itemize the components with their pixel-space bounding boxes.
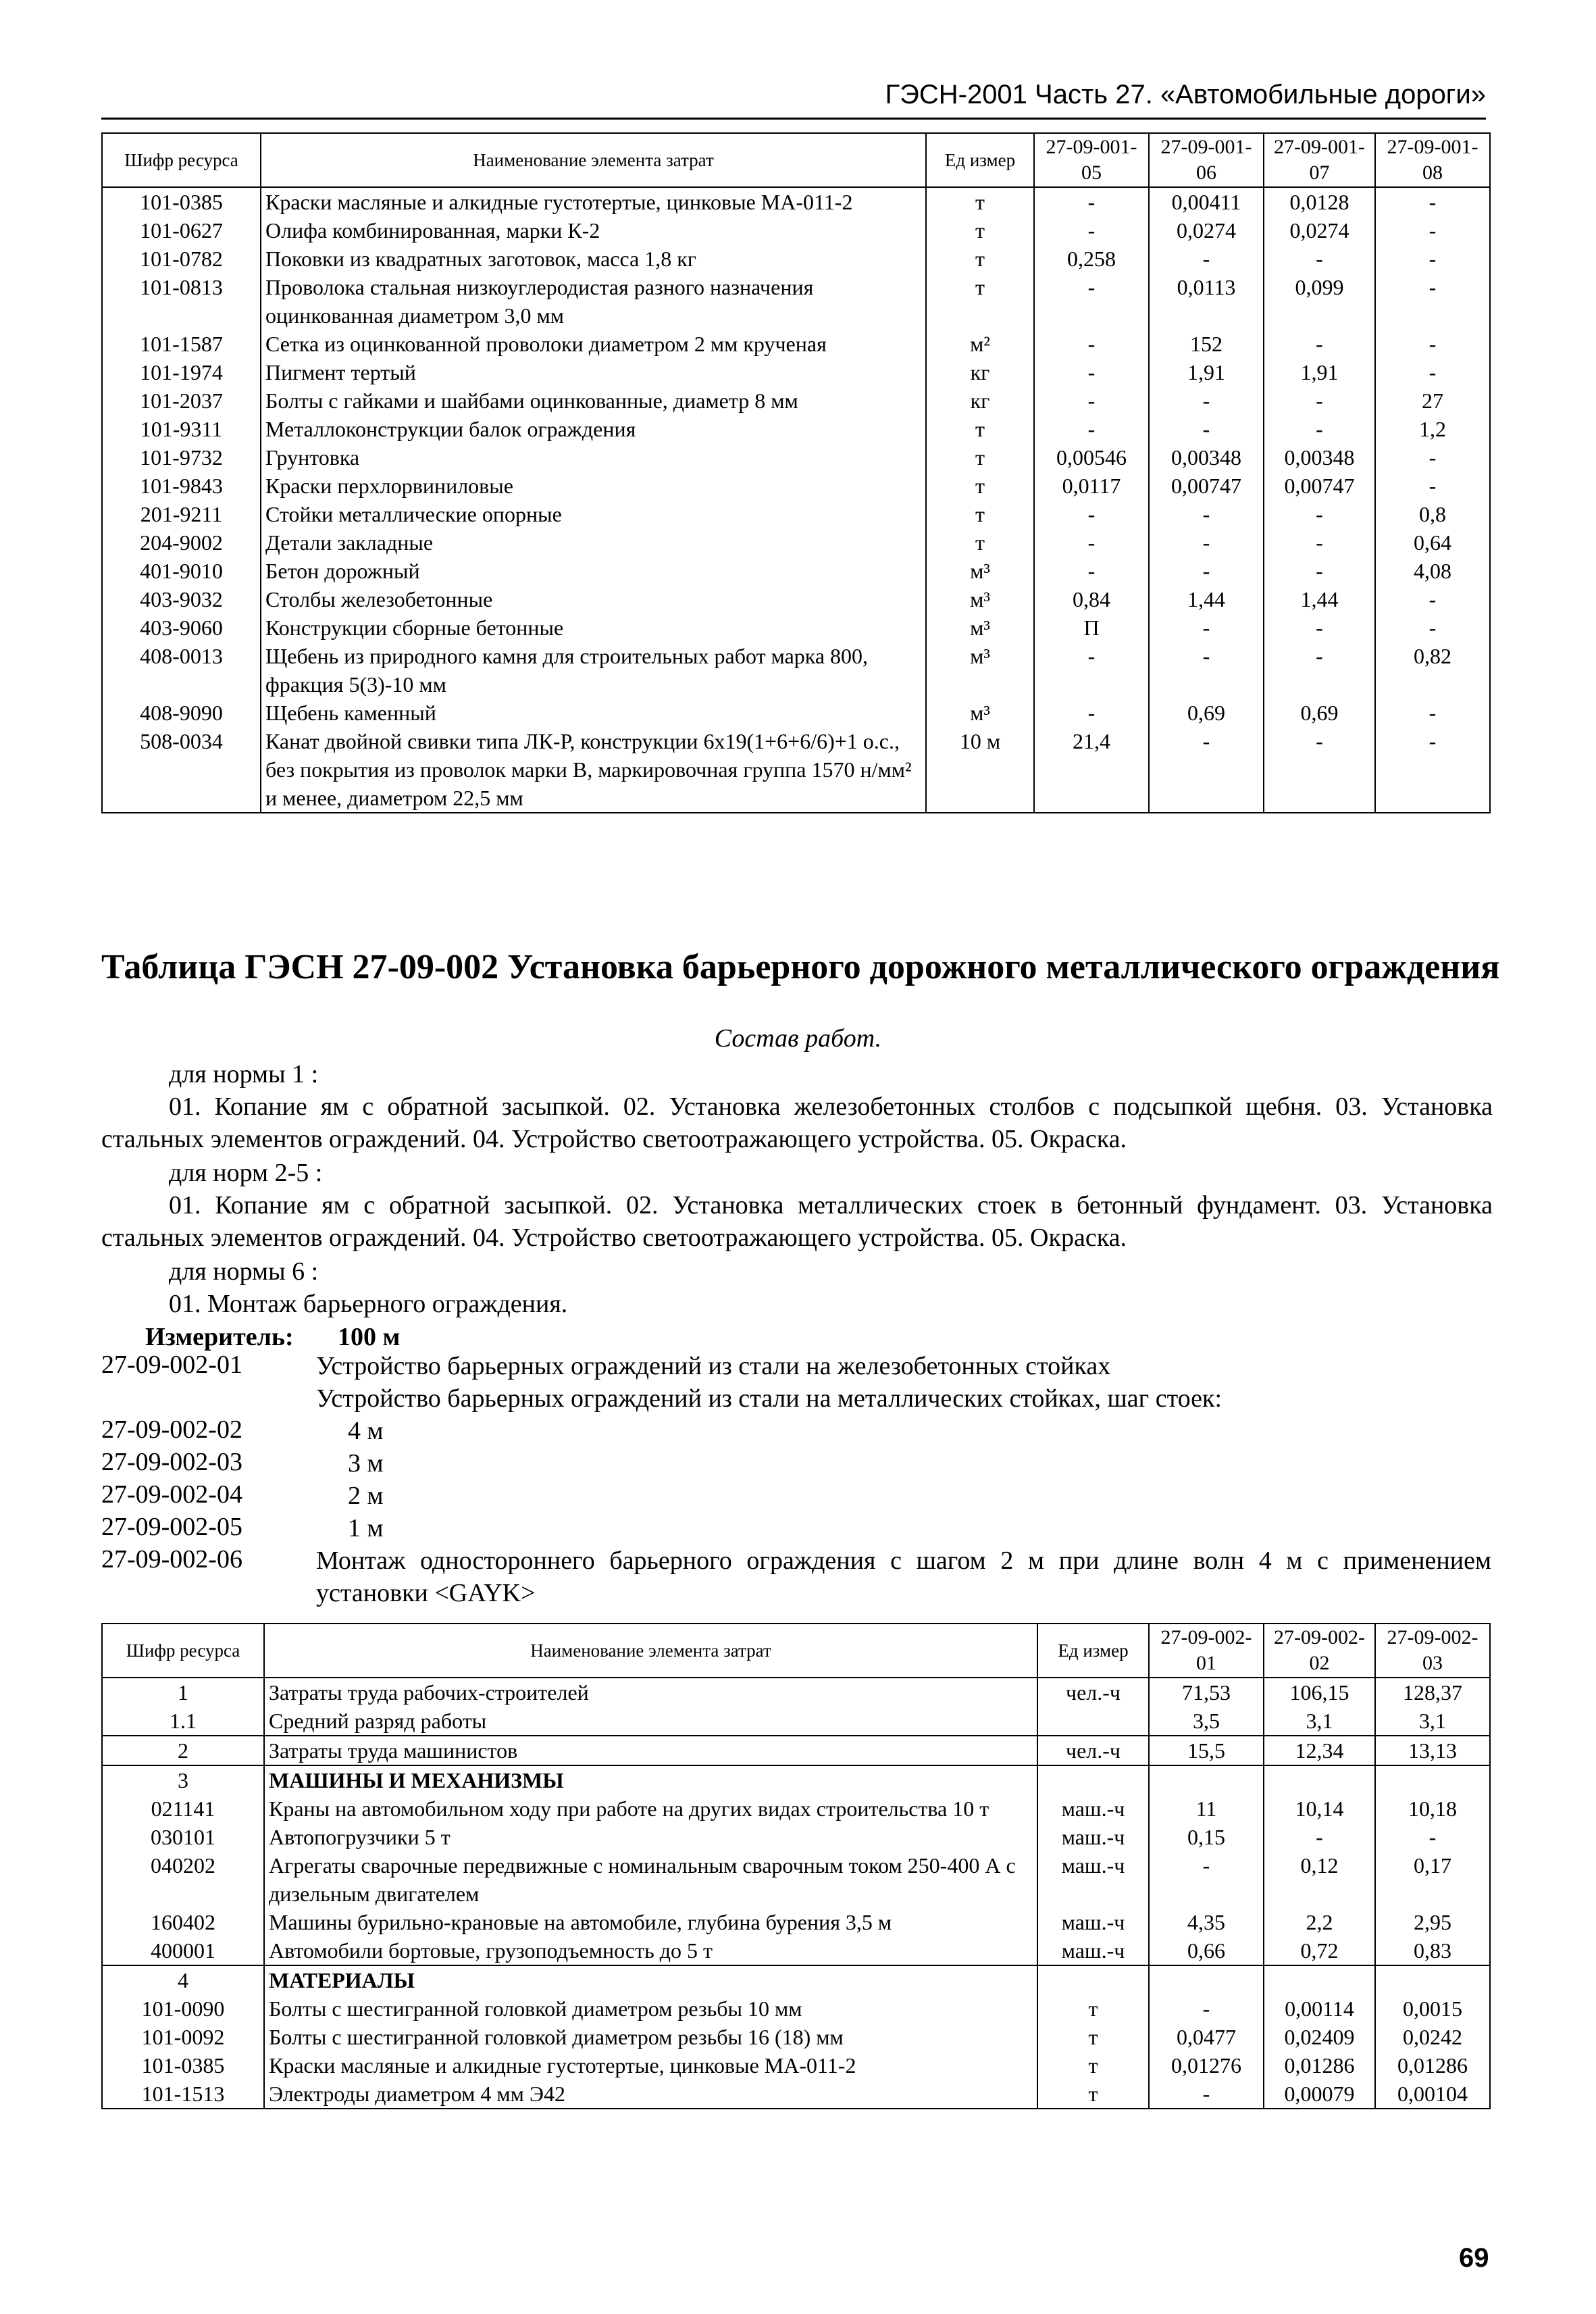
resource-code-cell: 101-2037: [102, 386, 261, 415]
value-cell: -: [1149, 528, 1264, 557]
header-unit: Ед измер: [1037, 1624, 1149, 1678]
norm1-label: для нормы 1 :: [169, 1060, 319, 1088]
value-cell: 1,91: [1264, 358, 1375, 386]
unit-cell: м³: [926, 699, 1034, 727]
value-cell: -: [1149, 245, 1264, 273]
norm-description: 3 м: [348, 1449, 384, 1478]
meter-label: Измеритель:: [145, 1323, 294, 1351]
value-cell: [1375, 1765, 1490, 1794]
cost-element-cell: Столбы железобетонные: [261, 585, 926, 613]
value-cell: 0,00348: [1149, 443, 1264, 472]
norm-description: Устройство барьерных ограждений из стали на железобетонных стойках: [316, 1352, 1111, 1380]
resource-code-cell: 101-1587: [102, 330, 261, 358]
value-cell: -: [1375, 1823, 1490, 1851]
value-cell: -: [1264, 386, 1375, 415]
unit-cell: т: [1037, 2051, 1149, 2080]
value-cell: -: [1264, 1823, 1375, 1851]
cost-element-cell: Болты с шестигранной головкой диаметром резьбы 10 мм: [264, 1994, 1037, 2023]
header-norm-col: 27-09-002-01: [1149, 1624, 1264, 1678]
unit-cell: т: [926, 443, 1034, 472]
unit-cell: 10 м: [926, 727, 1034, 813]
table-row: [102, 386, 1490, 415]
table-title: Таблица ГЭСН 27-09-002 Установка барьерного дорожного металлического ограждения: [101, 948, 1500, 986]
resource-code-cell: 101-0092: [102, 2023, 264, 2051]
value-cell: -: [1034, 187, 1149, 216]
resource-table-2: [101, 1623, 1491, 2109]
table-row: [102, 1765, 1490, 1794]
value-cell: -: [1149, 1851, 1264, 1908]
table-row: [102, 1707, 1490, 1736]
table-row: [102, 1994, 1490, 2023]
cost-element-cell: Затраты труда машинистов: [264, 1736, 1037, 1765]
unit-cell: кг: [926, 358, 1034, 386]
unit-cell: т: [1037, 2080, 1149, 2109]
table-row: [102, 557, 1490, 585]
value-cell: -: [1264, 245, 1375, 273]
cost-element-cell: Сетка из оцинкованной проволоки диаметром 2 мм крученая: [261, 330, 926, 358]
cost-element-cell: Детали закладные: [261, 528, 926, 557]
value-cell: 0,00411: [1149, 187, 1264, 216]
value-cell: 0,01286: [1264, 2051, 1375, 2080]
value-cell: 27: [1375, 386, 1490, 415]
cost-element-cell: Краски перхлорвиниловые: [261, 472, 926, 500]
table-row: [102, 585, 1490, 613]
value-cell: [1149, 1765, 1264, 1794]
value-cell: 0,0117: [1034, 472, 1149, 500]
value-cell: 10,18: [1375, 1794, 1490, 1823]
page-number: 69: [1459, 2243, 1489, 2273]
value-cell: -: [1375, 699, 1490, 727]
value-cell: -: [1034, 528, 1149, 557]
value-cell: 0,82: [1375, 642, 1490, 699]
running-header: ГЭСН-2001 Часть 27. «Автомобильные дороги»: [885, 80, 1486, 109]
unit-cell: м³: [926, 557, 1034, 585]
table-row: [102, 443, 1490, 472]
norm-code: 27-09-002-01: [101, 1351, 242, 1379]
value-cell: 1,44: [1264, 585, 1375, 613]
cost-element-cell: Грунтовка: [261, 443, 926, 472]
unit-cell: т: [926, 273, 1034, 330]
value-cell: 13,13: [1375, 1736, 1490, 1765]
cost-element-cell: Электроды диаметром 4 мм Э42: [264, 2080, 1037, 2109]
value-cell: 10,14: [1264, 1794, 1375, 1823]
unit-cell: т: [1037, 2023, 1149, 2051]
value-cell: 0,0015: [1375, 1994, 1490, 2023]
norm-code: 27-09-002-02: [101, 1415, 242, 1444]
value-cell: 0,0477: [1149, 2023, 1264, 2051]
norm-code: 27-09-002-06: [101, 1545, 242, 1574]
unit-cell: т: [1037, 1994, 1149, 2023]
value-cell: 3,1: [1375, 1707, 1490, 1736]
value-cell: 0,15: [1149, 1823, 1264, 1851]
value-cell: -: [1264, 613, 1375, 642]
value-cell: 0,66: [1149, 1936, 1264, 1965]
value-cell: -: [1375, 187, 1490, 216]
norm-description: 2 м: [348, 1482, 384, 1510]
value-cell: -: [1375, 613, 1490, 642]
norm6-text: 01. Монтаж барьерного ограждения.: [169, 1290, 568, 1318]
value-cell: 1,91: [1149, 358, 1264, 386]
value-cell: 0,0113: [1149, 273, 1264, 330]
value-cell: -: [1034, 699, 1149, 727]
value-cell: -: [1264, 727, 1375, 813]
norm-code: 27-09-002-03: [101, 1448, 242, 1476]
value-cell: 0,099: [1264, 273, 1375, 330]
resource-code-cell: 101-1974: [102, 358, 261, 386]
unit-cell: [1037, 1765, 1149, 1794]
value-cell: -: [1149, 500, 1264, 528]
value-cell: -: [1149, 613, 1264, 642]
resource-code-cell: 101-0627: [102, 216, 261, 245]
value-cell: -: [1264, 330, 1375, 358]
value-cell: 106,15: [1264, 1678, 1375, 1707]
resource-code-cell: 403-9032: [102, 585, 261, 613]
resource-code-cell: 1.1: [102, 1707, 264, 1736]
value-cell: 0,00104: [1375, 2080, 1490, 2109]
unit-cell: т: [926, 528, 1034, 557]
cost-element-cell: Бетон дорожный: [261, 557, 926, 585]
norm1-text: 01. Копание ям с обратной засыпкой. 02. Установка железобетонных столбов с подсыпкой щебня. 03. Установка стальных элементов ограждений. 04. Устройство светоотражающего устройства. 05. Окраска.: [101, 1092, 1493, 1153]
resource-code-cell: 400001: [102, 1936, 264, 1965]
table-row: [102, 472, 1490, 500]
value-cell: 0,17: [1375, 1851, 1490, 1908]
value-cell: -: [1375, 330, 1490, 358]
norm-description: 1 м: [348, 1514, 384, 1542]
resource-code-cell: 508-0034: [102, 727, 261, 813]
value-cell: 152: [1149, 330, 1264, 358]
unit-cell: маш.-ч: [1037, 1908, 1149, 1936]
unit-cell: чел.-ч: [1037, 1678, 1149, 1707]
norm2-label: для норм 2-5 :: [169, 1159, 323, 1187]
resource-code-cell: 101-9843: [102, 472, 261, 500]
value-cell: 0,00114: [1264, 1994, 1375, 2023]
value-cell: 0,258: [1034, 245, 1149, 273]
value-cell: 1,2: [1375, 415, 1490, 443]
value-cell: 0,02409: [1264, 2023, 1375, 2051]
unit-cell: маш.-ч: [1037, 1794, 1149, 1823]
resource-code-cell: 201-9211: [102, 500, 261, 528]
resource-code-cell: 3: [102, 1765, 264, 1794]
header-norm-col: 27-09-001-08: [1375, 133, 1490, 187]
table-row: [102, 727, 1490, 813]
table-row: [102, 2051, 1490, 2080]
header-resource-code: Шифр ресурса: [102, 133, 261, 187]
value-cell: -: [1264, 642, 1375, 699]
value-cell: -: [1264, 557, 1375, 585]
value-cell: [1264, 1765, 1375, 1794]
header-norm-col: 27-09-001-07: [1264, 133, 1375, 187]
value-cell: 0,0274: [1149, 216, 1264, 245]
resource-code-cell: 030101: [102, 1823, 264, 1851]
value-cell: [1149, 1965, 1264, 1994]
value-cell: -: [1264, 415, 1375, 443]
table-row: [102, 2080, 1490, 2109]
value-cell: -: [1034, 415, 1149, 443]
composition-title: Состав работ.: [714, 1024, 882, 1053]
resource-code-cell: 2: [102, 1736, 264, 1765]
value-cell: 2,95: [1375, 1908, 1490, 1936]
value-cell: 4,08: [1375, 557, 1490, 585]
norm-description: Монтаж одностороннего барьерного ограждения с шагом 2 м при длине волн 4 м с применением установки <GAYK>: [316, 1546, 1491, 1607]
value-cell: -: [1149, 415, 1264, 443]
cost-element-cell: МАТЕРИАЛЫ: [264, 1965, 1037, 1994]
header-norm-col: 27-09-001-06: [1149, 133, 1264, 187]
value-cell: 0,00546: [1034, 443, 1149, 472]
header-rule: [101, 118, 1486, 120]
value-cell: -: [1375, 216, 1490, 245]
table-row: [102, 358, 1490, 386]
resource-table-1: [101, 132, 1491, 813]
value-cell: 21,4: [1034, 727, 1149, 813]
value-cell: 0,8: [1375, 500, 1490, 528]
value-cell: 0,69: [1149, 699, 1264, 727]
table-row: [102, 1678, 1490, 1707]
header-norm-col: 27-09-002-03: [1375, 1624, 1490, 1678]
table-row: [102, 1908, 1490, 1936]
cost-element-cell: Конструкции сборные бетонные: [261, 613, 926, 642]
resource-code-cell: 408-9090: [102, 699, 261, 727]
norm-code: 27-09-002-04: [101, 1480, 242, 1509]
value-cell: -: [1034, 330, 1149, 358]
value-cell: 0,84: [1034, 585, 1149, 613]
cost-element-cell: Затраты труда рабочих-строителей: [264, 1678, 1037, 1707]
value-cell: -: [1264, 528, 1375, 557]
norm-description: Устройство барьерных ограждений из стали на металлических стойках, шаг стоек:: [316, 1384, 1222, 1413]
table-row: [102, 1936, 1490, 1965]
value-cell: -: [1034, 557, 1149, 585]
unit-cell: м³: [926, 585, 1034, 613]
table-row: [102, 642, 1490, 699]
cost-element-cell: Краны на автомобильном ходу при работе на других видах строительства 10 т: [264, 1794, 1037, 1823]
table-row: [102, 187, 1490, 216]
meter-value: 100 м: [338, 1323, 401, 1351]
table-row: [102, 1794, 1490, 1823]
value-cell: -: [1375, 443, 1490, 472]
cost-element-cell: Болты с шестигранной головкой диаметром резьбы 16 (18) мм: [264, 2023, 1037, 2051]
cost-element-cell: Средний разряд работы: [264, 1707, 1037, 1736]
unit-cell: [1037, 1965, 1149, 1994]
value-cell: 0,83: [1375, 1936, 1490, 1965]
value-cell: -: [1149, 386, 1264, 415]
unit-cell: м³: [926, 642, 1034, 699]
cost-element-cell: Проволока стальная низкоуглеродистая разного назначения оцинкованная диаметром 3,0 мм: [261, 273, 926, 330]
resource-code-cell: 101-0385: [102, 187, 261, 216]
cost-element-cell: Пигмент тертый: [261, 358, 926, 386]
table-row: [102, 1965, 1490, 1994]
value-cell: 0,0128: [1264, 187, 1375, 216]
cost-element-cell: Олифа комбинированная, марки К-2: [261, 216, 926, 245]
unit-cell: маш.-ч: [1037, 1936, 1149, 1965]
unit-cell: [1037, 1707, 1149, 1736]
cost-element-cell: Краски масляные и алкидные густотертые, цинковые МА-011-2: [261, 187, 926, 216]
table-row: [102, 1736, 1490, 1765]
cost-element-cell: Машины бурильно-крановые на автомобиле, глубина бурения 3,5 м: [264, 1908, 1037, 1936]
resource-code-cell: 4: [102, 1965, 264, 1994]
value-cell: 11: [1149, 1794, 1264, 1823]
table-row: [102, 273, 1490, 330]
resource-code-cell: 408-0013: [102, 642, 261, 699]
value-cell: -: [1375, 727, 1490, 813]
table-row: [102, 415, 1490, 443]
value-cell: -: [1149, 727, 1264, 813]
value-cell: -: [1149, 2080, 1264, 2109]
value-cell: [1375, 1965, 1490, 1994]
header-cost-element: Наименование элемента затрат: [264, 1624, 1037, 1678]
value-cell: П: [1034, 613, 1149, 642]
cost-element-cell: МАШИНЫ И МЕХАНИЗМЫ: [264, 1765, 1037, 1794]
value-cell: -: [1375, 585, 1490, 613]
header-resource-code: Шифр ресурса: [102, 1624, 264, 1678]
table-row: [102, 1823, 1490, 1851]
cost-element-cell: Металлоконструкции балок ограждения: [261, 415, 926, 443]
value-cell: -: [1034, 500, 1149, 528]
value-cell: 0,0242: [1375, 2023, 1490, 2051]
table-1-body: [102, 187, 1490, 813]
resource-code-cell: 101-0782: [102, 245, 261, 273]
value-cell: -: [1375, 358, 1490, 386]
table-2-body: [102, 1678, 1490, 2109]
value-cell: 12,34: [1264, 1736, 1375, 1765]
value-cell: [1264, 1965, 1375, 1994]
cost-element-cell: Краски масляные и алкидные густотертые, цинковые МА-011-2: [264, 2051, 1037, 2080]
table-row: [102, 2023, 1490, 2051]
unit-cell: маш.-ч: [1037, 1823, 1149, 1851]
table-row: [102, 216, 1490, 245]
resource-code-cell: 101-1513: [102, 2080, 264, 2109]
resource-code-cell: 403-9060: [102, 613, 261, 642]
unit-cell: т: [926, 187, 1034, 216]
value-cell: -: [1034, 358, 1149, 386]
norm-code: 27-09-002-05: [101, 1513, 242, 1541]
resource-code-cell: 401-9010: [102, 557, 261, 585]
unit-cell: т: [926, 500, 1034, 528]
value-cell: 0,12: [1264, 1851, 1375, 1908]
value-cell: 2,2: [1264, 1908, 1375, 1936]
value-cell: -: [1034, 386, 1149, 415]
unit-cell: т: [926, 216, 1034, 245]
value-cell: 0,00348: [1264, 443, 1375, 472]
norm2-text: 01. Копание ям с обратной засыпкой. 02. Установка металлических стоек в бетонный фундамент. 03. Установка стальных элементов ограждений. 04. Устройство светоотражающего устройства. 05. Окраска.: [101, 1191, 1493, 1252]
resource-code-cell: 101-9732: [102, 443, 261, 472]
resource-code-cell: 101-9311: [102, 415, 261, 443]
cost-element-cell: Щебень из природного камня для строительных работ марка 800, фракция 5(3)-10 мм: [261, 642, 926, 699]
value-cell: -: [1375, 472, 1490, 500]
value-cell: -: [1149, 557, 1264, 585]
norm6-label: для нормы 6 :: [169, 1257, 319, 1286]
unit-cell: т: [926, 415, 1034, 443]
unit-cell: м²: [926, 330, 1034, 358]
resource-code-cell: 160402: [102, 1908, 264, 1936]
cost-element-cell: Стойки металлические опорные: [261, 500, 926, 528]
value-cell: 0,0274: [1264, 216, 1375, 245]
header-norm-col: 27-09-001-05: [1034, 133, 1149, 187]
unit-cell: кг: [926, 386, 1034, 415]
cost-element-cell: Поковки из квадратных заготовок, масса 1,8 кг: [261, 245, 926, 273]
cost-element-cell: Щебень каменный: [261, 699, 926, 727]
cost-element-cell: Канат двойной свивки типа ЛК-Р, конструкции 6х19(1+6+6/6)+1 о.с., без покрытия из проволок марки В, маркировочная группа 1570 н/мм² и менее, диаметром 22,5 мм: [261, 727, 926, 813]
value-cell: -: [1375, 273, 1490, 330]
unit-cell: маш.-ч: [1037, 1851, 1149, 1908]
cost-element-cell: Болты с гайками и шайбами оцинкованные, диаметр 8 мм: [261, 386, 926, 415]
resource-code-cell: 101-0090: [102, 1994, 264, 2023]
value-cell: 0,69: [1264, 699, 1375, 727]
value-cell: 1,44: [1149, 585, 1264, 613]
resource-code-cell: 040202: [102, 1851, 264, 1908]
value-cell: 0,01286: [1375, 2051, 1490, 2080]
value-cell: 0,00747: [1149, 472, 1264, 500]
value-cell: 0,00747: [1264, 472, 1375, 500]
unit-cell: т: [926, 472, 1034, 500]
value-cell: -: [1264, 500, 1375, 528]
resource-code-cell: 101-0385: [102, 2051, 264, 2080]
value-cell: -: [1034, 216, 1149, 245]
cost-element-cell: Агрегаты сварочные передвижные с номинальным сварочным током 250-400 А с дизельным двигателем: [264, 1851, 1037, 1908]
table-row: [102, 245, 1490, 273]
table-row: [102, 1851, 1490, 1908]
table-row: [102, 500, 1490, 528]
value-cell: -: [1034, 642, 1149, 699]
table-row: [102, 330, 1490, 358]
value-cell: 3,5: [1149, 1707, 1264, 1736]
value-cell: 71,53: [1149, 1678, 1264, 1707]
value-cell: 128,37: [1375, 1678, 1490, 1707]
value-cell: 0,00079: [1264, 2080, 1375, 2109]
value-cell: 0,01276: [1149, 2051, 1264, 2080]
table-row: [102, 699, 1490, 727]
cost-element-cell: Автомобили бортовые, грузоподъемность до 5 т: [264, 1936, 1037, 1965]
value-cell: 0,64: [1375, 528, 1490, 557]
resource-code-cell: 021141: [102, 1794, 264, 1823]
value-cell: 3,1: [1264, 1707, 1375, 1736]
value-cell: -: [1149, 642, 1264, 699]
resource-code-cell: 101-0813: [102, 273, 261, 330]
value-cell: -: [1375, 245, 1490, 273]
unit-cell: чел.-ч: [1037, 1736, 1149, 1765]
table-row: [102, 528, 1490, 557]
value-cell: 0,72: [1264, 1936, 1375, 1965]
value-cell: 15,5: [1149, 1736, 1264, 1765]
header-cost-element: Наименование элемента затрат: [261, 133, 926, 187]
unit-cell: м³: [926, 613, 1034, 642]
header-norm-col: 27-09-002-02: [1264, 1624, 1375, 1678]
table-row: [102, 613, 1490, 642]
value-cell: 4,35: [1149, 1908, 1264, 1936]
cost-element-cell: Автопогрузчики 5 т: [264, 1823, 1037, 1851]
norm-description: 4 м: [348, 1417, 384, 1445]
header-unit: Ед измер: [926, 133, 1034, 187]
value-cell: -: [1149, 1994, 1264, 2023]
resource-code-cell: 204-9002: [102, 528, 261, 557]
resource-code-cell: 1: [102, 1678, 264, 1707]
unit-cell: т: [926, 245, 1034, 273]
value-cell: -: [1034, 273, 1149, 330]
